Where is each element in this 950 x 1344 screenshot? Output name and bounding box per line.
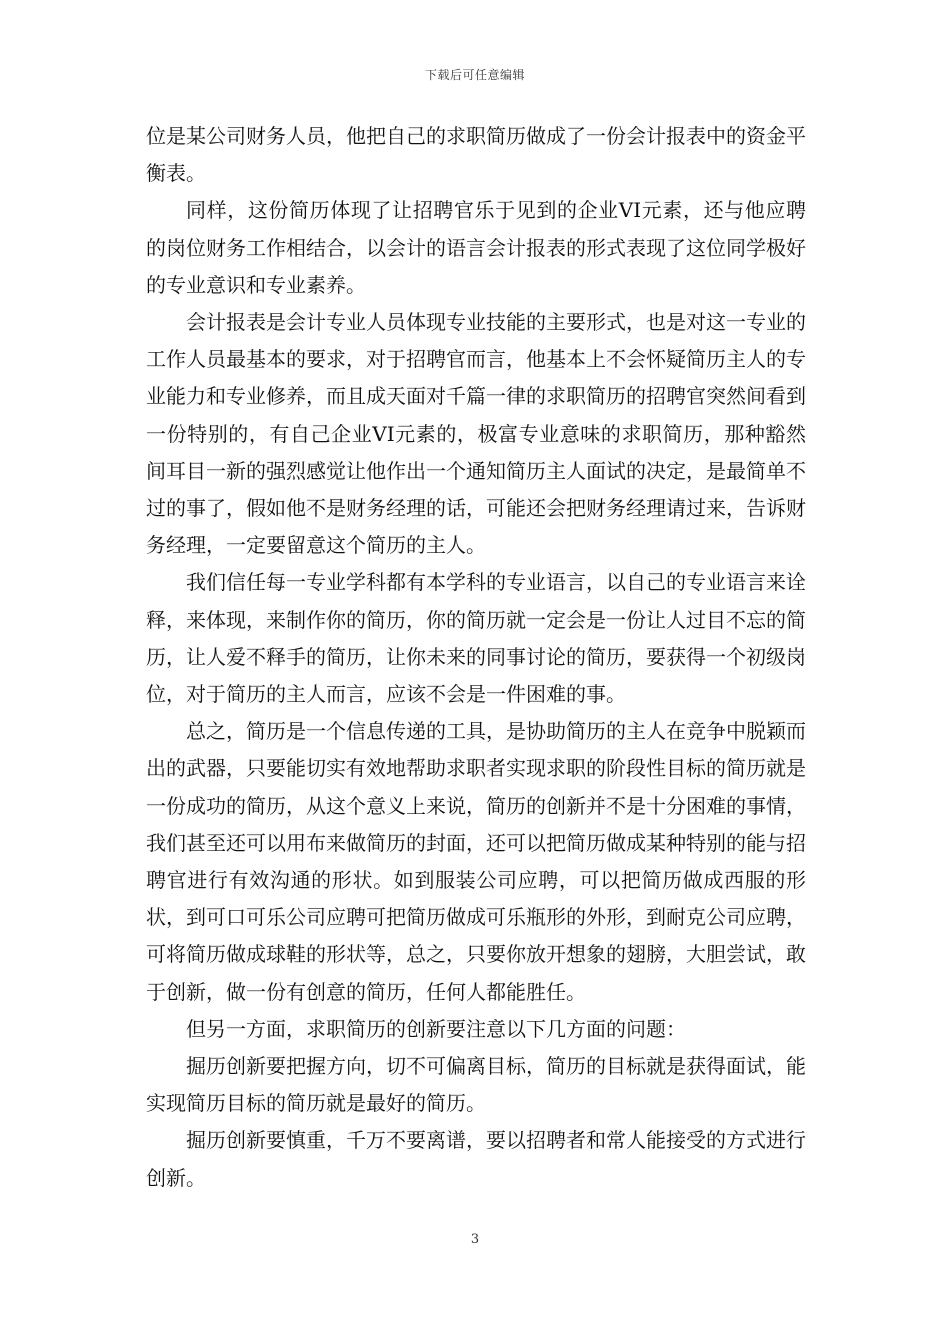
paragraph-4: 我们信任每一专业学科都有本学科的专业语言，以自己的专业语言来诠释，来体现，来制作你的简历，你的简历就一定会是一份让人过目不忘的简历，让人爱不释手的简历，让你未来的同事讨论的简历，要获得一个初级岗位，对于简历的主人而言，应该不会是一件困难的事。 [146, 570, 806, 707]
paragraph-8: 掘历创新要慎重，千万不要离谱，要以招聘者和常人能接受的方式进行创新。 [146, 1128, 806, 1190]
paragraph-1: 位是某公司财务人员，他把自己的求职简历做成了一份会计报表中的资金平衡表。 [146, 124, 806, 186]
paragraph-5: 总之，简历是一个信息传递的工具，是协助简历的主人在竞争中脱颖而出的武器，只要能切实有效地帮助求职者实现求职的阶段性目标的简历就是一份成功的简历，从这个意义上来说，简历的创新并不是十分困难的事情，我们甚至还可以用布来做简历的封面，还可以把简历做成某种特别的能与招聘官进行有效沟通的形状。如到服装公司应聘，可以把简历做成西服的形状，到可口可乐公司应聘可把简历做成可乐瓶形的外形，到耐克公司应聘，可将简历做成球鞋的形状等，总之，只要你放开想象的翅膀，大胆尝试，敢于创新，做一份有创意的简历，任何人都能胜任。 [146, 719, 806, 1004]
paragraph-7: 掘历创新要把握方向，切不可偏离目标，简历的目标就是获得面试，能实现简历目标的简历就是最好的简历。 [146, 1054, 806, 1116]
page-header: 下载后可任意编辑 [424, 68, 525, 82]
paragraph-6: 但另一方面，求职简历的创新要注意以下几方面的问题： [186, 1016, 686, 1041]
page-number: 3 [470, 1232, 480, 1247]
paragraph-2: 同样，这份简历体现了让招聘官乐于见到的企业VI元素，还与他应聘的岗位财务工作相结合，以会计的语言会计报表的形式表现了这位同学极好的专业意识和专业素养。 [146, 198, 806, 297]
paragraph-3: 会计报表是会计专业人员体现专业技能的主要形式，也是对这一专业的工作人员最基本的要求，对于招聘官而言，他基本上不会怀疑简历主人的专业能力和专业修养，而且成天面对千篇一律的求职简历的招聘官突然间看到一份特别的，有自己企业VI元素的，极富专业意味的求职简历，那种豁然间耳目一新的强烈感觉让他作出一个通知简历主人面试的决定，是最简单不过的事了，假如他不是财务经理的话，可能还会把财务经理请过来，告诉财务经理，一定要留意这个简历的主人。 [146, 310, 806, 558]
body-text [146, 118, 806, 1197]
